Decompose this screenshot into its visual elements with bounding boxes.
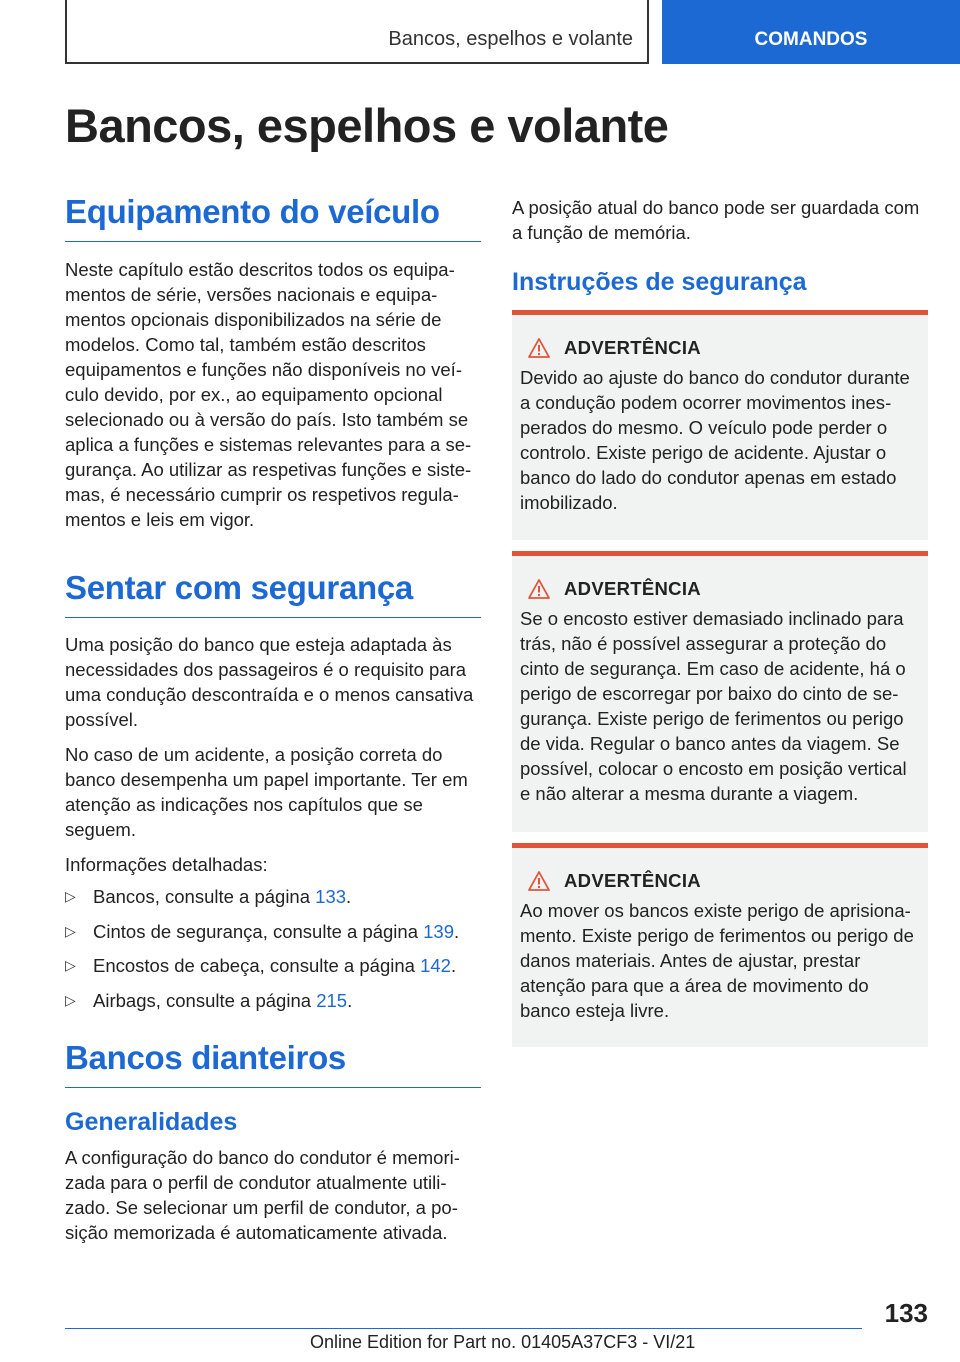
page-link[interactable]: 133 bbox=[315, 886, 347, 907]
section-title-sitting-safely: Sentar com segurança bbox=[65, 569, 481, 618]
warning-label: ADVERTÊNCIA bbox=[564, 337, 701, 358]
sitting-paragraph-2: No caso de um acidente, a posição correta do banco desempenha um papel importante. Ter em atenção as indicações nos capítulos que se seguem. bbox=[65, 744, 468, 840]
memory-paragraph: A posição atual do banco pode ser guardada com a função de memória. bbox=[512, 197, 920, 243]
warning-box bbox=[512, 310, 928, 540]
page-number: 133 bbox=[884, 1298, 928, 1328]
triangle-bullet-icon: ▷ bbox=[65, 888, 76, 904]
warning-triangle-icon bbox=[528, 579, 550, 599]
page-link[interactable]: 142 bbox=[420, 955, 451, 976]
warning-triangle-icon bbox=[528, 871, 550, 891]
header-section-title: Bancos, espelhos e volante bbox=[388, 28, 633, 50]
list-item: ▷ Bancos, consulte a página 133. bbox=[65, 886, 352, 907]
triangle-bullet-icon: ▷ bbox=[65, 922, 76, 939]
header-section-box bbox=[65, 0, 649, 64]
triangle-bullet-icon: ▷ bbox=[65, 957, 76, 973]
subsection-title-safety: Instruções de segurança bbox=[512, 268, 807, 296]
footer-divider bbox=[65, 1328, 862, 1329]
detail-links-list bbox=[65, 884, 481, 1022]
warning-label: ADVERTÊNCIA bbox=[564, 870, 701, 891]
section-title-equipment: Equipamento do veículo bbox=[65, 193, 481, 242]
subsection-title-general: Generalidades bbox=[65, 1108, 238, 1136]
list-item: ▷ Encostos de cabeça, consulte a página 142. bbox=[65, 955, 457, 976]
sitting-paragraph-1: Uma posição do banco que esteja adaptada às necessidades dos passageiros é o requisito para uma condução descontraída e o menos cansativa possível. bbox=[65, 634, 474, 730]
warning-header bbox=[528, 578, 920, 600]
warning-header bbox=[528, 337, 920, 359]
warning-box bbox=[512, 551, 928, 832]
equipment-paragraph: Neste capítulo estão descritos todos os equipamentos de série, versões nacionais e equipamentos opcionais disponibilizados na série de modelos. Como tal, também estão descritos equipamentos e funções não disponíveis no veículo devido, por ex., ao equipamento opcional selecionado ou à versão do país. Isto também se aplica a funções e sistemas relevantes para a segurança. Ao utilizar as respetivas funções e sistemas, é necessário cumprir os respetivos regulamentos e leis em vigor. bbox=[65, 259, 472, 530]
warning-text: Devido ao ajuste do banco do condutor durante a condução podem ocorrer movimentos inesperados do mesmo. O veículo pode perder o controlo. Existe perigo de acidente. Ajustar o banco do lado do condutor apenas em estado imobilizado. bbox=[520, 367, 910, 513]
header-chapter-tab[interactable]: COMANDOS bbox=[662, 0, 960, 64]
page-link[interactable]: 139 bbox=[423, 920, 455, 942]
warning-box bbox=[512, 843, 928, 1047]
list-item: ▷ Cintos de segurança, consulte a página 139. bbox=[65, 920, 460, 942]
section-title-front-seats: Bancos dianteiros bbox=[65, 1039, 481, 1088]
warning-text: Ao mover os bancos existe perigo de aprisionamento. Existe perigo de ferimentos ou perigo de danos materiais. Antes de ajustar, prestar atenção para que a área de movimento do banco esteja livre. bbox=[520, 900, 914, 1021]
triangle-bullet-icon: ▷ bbox=[65, 991, 76, 1008]
footer-edition: Online Edition for Part no. 01405A37CF3 - VI/21 bbox=[310, 1332, 696, 1352]
page-title: Bancos, espelhos e volante bbox=[65, 99, 669, 152]
warning-label: ADVERTÊNCIA bbox=[564, 578, 701, 599]
page-link[interactable]: 215 bbox=[316, 989, 348, 1011]
warning-header bbox=[528, 870, 920, 892]
sitting-paragraph-3: Informações detalhadas: bbox=[65, 854, 268, 875]
general-paragraph: A configuração do banco do condutor é memorizada para o perfil de condutor atualmente utilizado. Se selecionar um perfil de condutor, a posição memorizada é automaticamente ativada. bbox=[65, 1147, 460, 1243]
warning-text: Se o encosto estiver demasiado inclinado para trás, não é possível assegurar a proteção do cinto de segurança. Em caso de acidente, há o perigo de escorregar por baixo do cinto de segurança. Existe perigo de ferimentos ou perigo de vida. Regular o banco antes da viagem. Se possível, colocar o encosto em posição vertical e não alterar a mesma durante a viagem. bbox=[520, 608, 907, 804]
warning-triangle-icon bbox=[528, 338, 550, 358]
list-item: ▷ Airbags, consulte a página 215. bbox=[65, 989, 353, 1011]
